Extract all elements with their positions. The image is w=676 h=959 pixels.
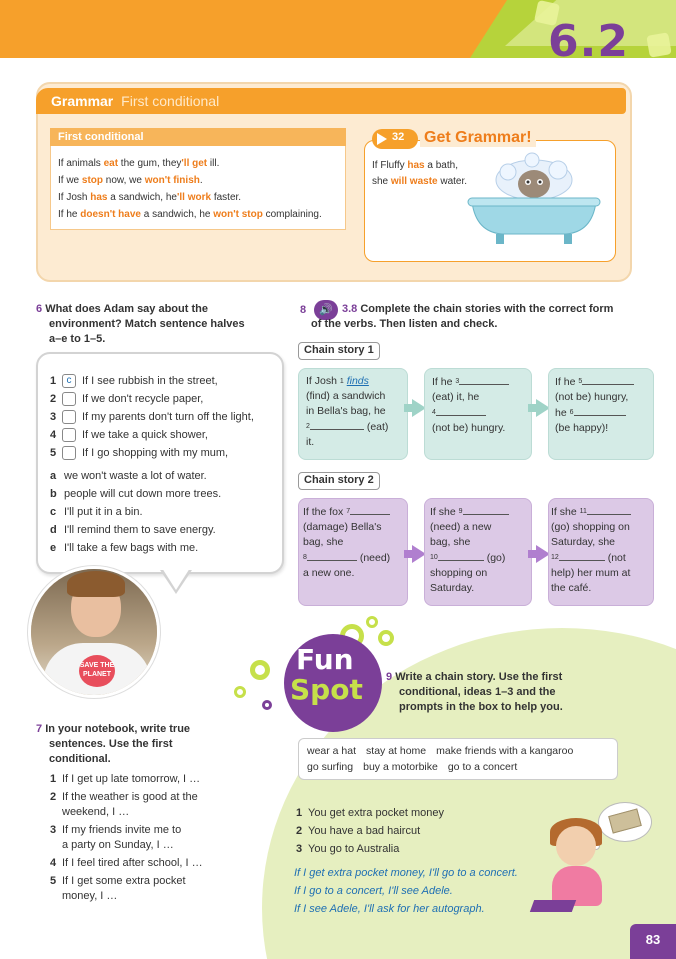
- answer-box[interactable]: c: [62, 374, 76, 388]
- item-text: You go to Australia: [308, 843, 400, 855]
- item-text: If I get up late tomorrow, I …: [62, 773, 201, 785]
- card-text: (need): [356, 552, 391, 564]
- speech-bubble-tail-fill: [162, 568, 190, 590]
- chain-card-text: [303, 504, 407, 581]
- match-option: [50, 542, 198, 558]
- sentence-text: If he: [58, 209, 81, 220]
- decor-ring: [262, 700, 272, 710]
- answer-gap[interactable]: [574, 405, 626, 416]
- gap-number: 2: [306, 423, 310, 430]
- answer-box[interactable]: [62, 428, 76, 442]
- exercise-7-item: [50, 856, 203, 871]
- card-text: (need) a new: [430, 521, 492, 533]
- chain-story-2-label: Chain story 2: [298, 472, 380, 490]
- chain-card-text: [555, 374, 653, 436]
- card-text: (eat): [363, 421, 389, 433]
- exercise-6-instruction: [36, 302, 286, 347]
- grammar-example: [58, 158, 219, 172]
- card-text: bag, she: [303, 536, 344, 548]
- gap-number: 9: [458, 508, 463, 515]
- speaker-icon: 🔊: [319, 304, 333, 316]
- sentence-text: .: [199, 175, 203, 186]
- fun-spot-word-fun: Fun: [296, 643, 354, 676]
- chain-story-1-label: Chain story 1: [298, 342, 380, 360]
- card-text: (damage) Bella's: [303, 521, 382, 533]
- match-item: [50, 409, 254, 425]
- exercise-7-item: [50, 823, 181, 853]
- highlighted-verb: has: [90, 192, 108, 203]
- sentence-text: If animals: [58, 158, 104, 169]
- gap-number: 7: [346, 508, 351, 515]
- item-text: You have a bad haircut: [308, 825, 421, 837]
- option-text: people will cut down more trees.: [64, 488, 222, 500]
- item-text: You get extra pocket money: [308, 807, 444, 819]
- exercise-9-number: 9: [386, 671, 393, 683]
- sentence-text: a sandwich, he: [107, 192, 177, 203]
- item-text: a party on Sunday, I …: [62, 839, 174, 851]
- match-option: [50, 524, 216, 540]
- card-text: (find) a sandwich: [306, 390, 386, 402]
- instruction-line: environment? Match sentence halves: [49, 318, 245, 330]
- answer-gap[interactable]: [463, 504, 509, 515]
- gap-number: 6: [569, 409, 574, 416]
- instruction-line: Complete the chain stories with the correct form: [360, 303, 614, 315]
- option-text: I'll take a few bags with me.: [64, 542, 199, 554]
- card-text: shopping on: [430, 567, 488, 579]
- instruction-line: What does Adam say about the: [45, 303, 208, 315]
- highlighted-verb: 'll work: [176, 192, 212, 203]
- card-text: (eat) it, he: [432, 391, 480, 403]
- card-text: If he: [555, 376, 579, 388]
- gap-number: 5: [578, 378, 583, 385]
- prompt: buy a motorbike: [363, 761, 438, 773]
- prompt: go surfing: [307, 761, 354, 773]
- example-story-line: If I see Adele, I'll ask for her autograph.: [294, 903, 485, 915]
- instruction-line: conditional, ideas 1–3 and the: [399, 686, 556, 698]
- highlighted-verb: doesn't have: [80, 209, 141, 220]
- card-text: the café.: [551, 582, 592, 594]
- exercise-7-number: 7: [36, 723, 43, 735]
- fun-spot-word-spot: Spot: [290, 673, 363, 706]
- get-grammar-example: [372, 176, 467, 187]
- card-text: If he: [432, 376, 456, 388]
- option-text: I'll remind them to save energy.: [64, 524, 216, 536]
- card-text: (not be) hungry,: [555, 391, 629, 403]
- tshirt-logo: SAVE THE PLANET: [79, 655, 115, 687]
- answer-box[interactable]: [62, 446, 76, 460]
- girl-illustration-face: [556, 826, 596, 866]
- gap-number: 11: [579, 508, 587, 515]
- item-text: If I get some extra pocket: [62, 875, 186, 887]
- item-text: If we take a quick shower,: [82, 429, 208, 441]
- item-number: 1: [50, 375, 57, 387]
- decor-ring: [234, 686, 246, 698]
- decor-ring: [366, 616, 378, 628]
- exercise-8-number: 8: [300, 304, 307, 316]
- instruction-line: conditional.: [49, 753, 111, 765]
- grammar-example: [58, 209, 322, 223]
- highlighted-verb: 'll get: [181, 158, 208, 169]
- sentence-text: a bath,: [424, 160, 458, 171]
- answer-gap[interactable]: [310, 419, 364, 430]
- option-letter: d: [50, 524, 57, 536]
- card-text: bag, she: [430, 536, 471, 548]
- card-text: (go): [483, 552, 506, 564]
- item-number: 1: [296, 807, 303, 819]
- page-number: 83: [630, 924, 676, 959]
- highlighted-verb: has: [407, 160, 425, 171]
- option-letter: a: [50, 470, 57, 482]
- sentence-text: If we: [58, 175, 82, 186]
- card-text: a new one.: [303, 567, 355, 579]
- item-number: 2: [50, 791, 57, 803]
- video-number: 32: [392, 131, 405, 143]
- match-item: [50, 445, 228, 461]
- chain-card-text: [430, 504, 530, 596]
- answer-box[interactable]: [62, 392, 76, 406]
- item-text: money, I …: [62, 890, 118, 902]
- exercise-7-item: [50, 772, 200, 787]
- sentence-text: the gum, they: [118, 158, 182, 169]
- item-number: 4: [50, 857, 57, 869]
- card-text: (go) shopping on: [551, 521, 630, 533]
- item-text: If we don't recycle paper,: [82, 393, 204, 405]
- hair: [67, 571, 125, 597]
- item-text: If my parents don't turn off the light,: [82, 411, 254, 423]
- card-text: in Bella's bag, he: [306, 405, 386, 417]
- sentence-text: ill.: [207, 158, 220, 169]
- item-number: 1: [50, 773, 57, 785]
- item-number: 3: [296, 843, 303, 855]
- card-text: (not be) hungry.: [432, 422, 506, 434]
- match-item: [50, 391, 203, 407]
- chain-card-text: [432, 374, 530, 436]
- exercise-7-instruction: [36, 722, 256, 767]
- idea-item: [296, 840, 399, 858]
- decor-ring: [250, 660, 270, 680]
- prompt: make friends with a kangaroo: [436, 745, 574, 757]
- card-text: Saturday.: [430, 582, 475, 594]
- instruction-line: sentences. Use the first: [49, 738, 173, 750]
- answer-gap[interactable]: [587, 504, 631, 515]
- option-text: we won't waste a lot of water.: [64, 470, 207, 482]
- gap-number: 4: [432, 409, 436, 416]
- sentence-text: faster.: [211, 192, 242, 203]
- item-number: 3: [50, 824, 57, 836]
- answer-gap[interactable]: [436, 405, 486, 416]
- sentence-text: now, we: [103, 175, 145, 186]
- match-option: [50, 470, 207, 486]
- sentence-text: If Josh: [58, 192, 91, 203]
- answer-gap[interactable]: [438, 550, 484, 561]
- instruction-line: Write a chain story. Use the first: [395, 671, 563, 683]
- card-text: he: [555, 407, 570, 419]
- instruction-line: a–e to 1–5.: [49, 333, 106, 345]
- option-letter: e: [50, 542, 57, 554]
- item-text: weekend, I …: [62, 806, 130, 818]
- card-text: (be happy)!: [555, 422, 609, 434]
- card-text: it.: [306, 436, 315, 448]
- item-number: 3: [50, 411, 57, 423]
- sentence-text: water.: [437, 176, 468, 187]
- card-text: If she: [430, 506, 459, 518]
- instruction-line: prompts in the box to help you.: [399, 701, 563, 713]
- chain-card-text: [306, 374, 406, 450]
- get-grammar-title: Get Grammar!: [420, 129, 536, 147]
- play-icon: [377, 133, 387, 145]
- chain-card-text: [551, 504, 653, 596]
- adam-photo: [28, 566, 160, 698]
- gap-number: 3: [455, 378, 460, 385]
- card-text: If Josh: [306, 375, 340, 387]
- highlighted-verb: stop: [81, 175, 104, 186]
- item-text: If I go shopping with my mum,: [82, 447, 229, 459]
- exercise-7-item: [50, 874, 186, 904]
- sentence-text: If Fluffy: [372, 160, 408, 171]
- item-text: If the weather is good at the: [62, 791, 198, 803]
- grammar-example: [58, 175, 203, 189]
- answer-gap[interactable]: [459, 374, 509, 385]
- grammar-subtitle: First conditional: [121, 93, 220, 109]
- match-item: [50, 373, 218, 389]
- grammar-heading: Grammar: [51, 93, 114, 109]
- grammar-title: [51, 93, 219, 111]
- highlighted-verb: won't stop: [213, 209, 263, 220]
- prompts-row: [307, 759, 609, 775]
- unit-number: 6.2: [548, 16, 629, 67]
- idea-item: [296, 804, 444, 822]
- highlighted-verb: won't finish: [144, 175, 200, 186]
- prompt: go to a concert: [447, 761, 518, 773]
- prompt: wear a hat: [307, 745, 357, 757]
- match-item: [50, 427, 208, 443]
- item-number: 5: [50, 447, 57, 459]
- prompts-box: [298, 738, 618, 780]
- cat-bath-illustration: [462, 150, 602, 250]
- answer-box[interactable]: [62, 410, 76, 424]
- highlighted-verb: will waste: [390, 176, 438, 187]
- item-text: If I see rubbish in the street,: [82, 375, 218, 387]
- item-number: 2: [50, 393, 57, 405]
- match-option: [50, 506, 143, 522]
- item-number: 4: [50, 429, 57, 441]
- sentence-text: complaining.: [262, 209, 322, 220]
- exercise-8-instruction: [311, 302, 642, 332]
- item-number: 5: [50, 875, 57, 887]
- answer-gap[interactable]: [559, 550, 605, 561]
- highlighted-verb: eat: [103, 158, 119, 169]
- exercise-7-item: [50, 790, 198, 820]
- audio-button[interactable]: [314, 300, 338, 320]
- grammar-example: [58, 192, 241, 206]
- answer-gap[interactable]: finds: [346, 375, 369, 387]
- sentence-text: a sandwich, he: [140, 209, 214, 220]
- example-story-line: If I get extra pocket money, I'll go to a concert.: [294, 867, 518, 879]
- match-option: [50, 488, 221, 504]
- gap-number: 12: [551, 554, 559, 561]
- gap-number: 10: [430, 554, 438, 561]
- first-conditional-panel-title: First conditional: [58, 131, 144, 143]
- answer-gap[interactable]: [307, 550, 357, 561]
- option-text: I'll put it in a bin.: [64, 506, 143, 518]
- item-number: 2: [296, 825, 303, 837]
- example-story-line: If I go to a concert, I'll see Adele.: [294, 885, 453, 897]
- card-text: help) her mum at: [551, 567, 631, 579]
- card-text: Saturday, she: [551, 536, 616, 548]
- item-text: If I feel tired after school, I …: [62, 857, 203, 869]
- gap-number: 8: [303, 554, 307, 561]
- prompt: stay at home: [366, 745, 427, 757]
- item-text: If my friends invite me to: [62, 824, 182, 836]
- prompts-row: [307, 743, 609, 759]
- answer-gap[interactable]: [582, 374, 634, 385]
- decor-ring: [378, 630, 394, 646]
- option-letter: b: [50, 488, 57, 500]
- instruction-line: In your notebook, write true: [45, 723, 191, 735]
- card-text: If she: [551, 506, 580, 518]
- exercise-6-number: 6: [36, 303, 43, 315]
- answer-gap[interactable]: [350, 504, 390, 515]
- option-letter: c: [50, 506, 57, 518]
- card-text: If the fox: [303, 506, 347, 518]
- idea-item: [296, 822, 420, 840]
- card-text: (not: [604, 552, 626, 564]
- exercise-9-instruction: [386, 670, 616, 715]
- audio-track: 3.8: [342, 303, 358, 315]
- get-grammar-example: [372, 160, 458, 171]
- gap-number: 1: [339, 378, 344, 385]
- girl-illustration-book: [530, 900, 576, 912]
- sentence-text: she: [372, 176, 391, 187]
- instruction-line: of the verbs. Then listen and check.: [311, 318, 498, 330]
